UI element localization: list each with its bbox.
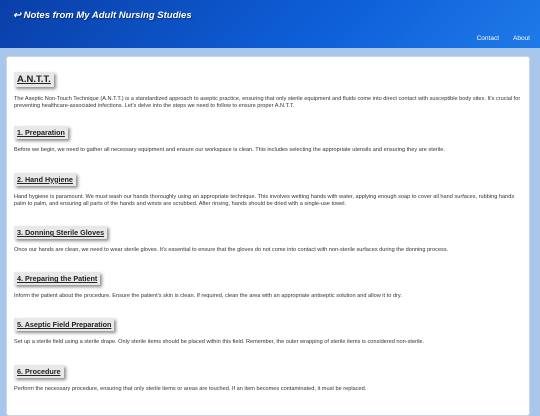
section-heading: 2. Hand Hygiene bbox=[14, 173, 76, 186]
section-heading: 4. Preparing the Patient bbox=[14, 272, 100, 285]
content-panel bbox=[6, 56, 530, 416]
nav-link-contact[interactable]: Contact bbox=[476, 35, 499, 42]
top-nav bbox=[477, 35, 530, 42]
intro-paragraph: The Aseptic Non-Touch Technique (A.N.T.T.) is a standardized approach to aseptic practice, ensuring that only sterile equipment and fluids come into direct contact with susceptible body sites. It's crucial for preventing healthcare-associated infections. Let's delve into the steps we need to follow to ensure proper A.N.T.T. bbox=[14, 96, 521, 110]
section-heading: 6. Procedure bbox=[14, 365, 64, 378]
section-heading: 3. Donning Sterile Gloves bbox=[14, 226, 107, 239]
site-title[interactable]: ↩ Notes from My Adult Nursing Studies bbox=[13, 10, 192, 21]
section-donning-gloves bbox=[14, 222, 522, 254]
section-heading: 1. Preparation bbox=[14, 126, 68, 139]
section-text: Set up a sterile field using a sterile drape. Only sterile items should be placed within this field. Remember, the outer wrapping of sterile items is considered non-sterile. bbox=[14, 339, 425, 346]
section-text: Hand hygiene is paramount. We must wash our hands thoroughly using an appropriate technique. This involves wetting hands with water, applying enough soap to cover all hand surfaces, rubbing hands palm to palm, and ensuring all parts of the hands and wrists are scrubbed. After rinsing, hands should be dried with a single-use towel. bbox=[14, 193, 515, 207]
nav-link-about[interactable]: About bbox=[513, 35, 530, 42]
section-text: Inform the patient about the procedure. Ensure the patient's skin is clean. If required, clean the area with an appropriate antiseptic solution and allow it to dry. bbox=[14, 293, 402, 300]
section-text: Once our hands are clean, we need to wear sterile gloves. It's essential to ensure that the gloves do not come into contact with non-sterile surfaces during the donning process. bbox=[14, 247, 449, 254]
section-procedure bbox=[14, 361, 522, 393]
site-header bbox=[0, 0, 540, 48]
page-title: A.N.T.T. bbox=[14, 72, 54, 87]
section-preparing-patient bbox=[14, 268, 522, 300]
section-preparation bbox=[14, 122, 522, 154]
section-text: Before we begin, we need to gather all necessary equipment and ensure our workspace is clean. This includes selecting the appropriate utensils and ensuring they are sterile. bbox=[14, 147, 445, 154]
section-text: Perform the necessary procedure, ensuring that only sterile items or areas are touched. If an item becomes contaminated, it must be replaced. bbox=[14, 385, 367, 392]
section-heading: 5. Aseptic Field Preparation bbox=[14, 318, 114, 331]
section-hand-hygiene bbox=[14, 169, 522, 208]
section-aseptic-field bbox=[14, 314, 522, 346]
